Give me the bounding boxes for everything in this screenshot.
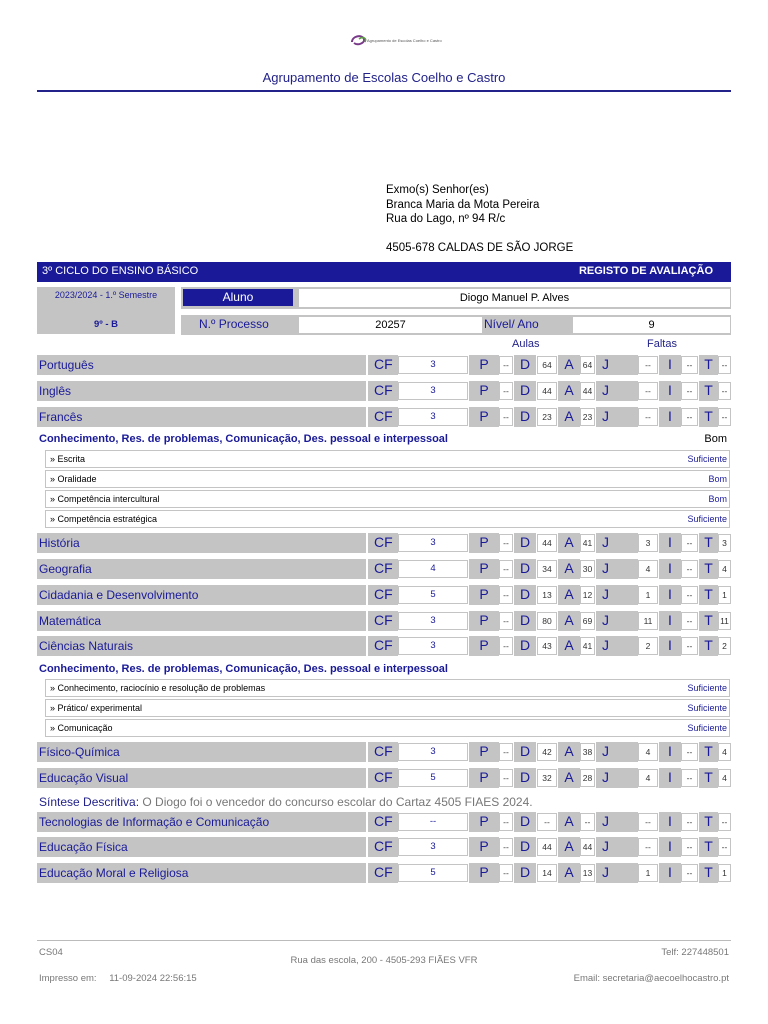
a-label: A — [558, 533, 580, 553]
cf-label: CF — [368, 742, 398, 762]
d-value: 13 — [537, 586, 557, 604]
subject-row — [37, 355, 731, 375]
competencia-label: » Competência intercultural — [50, 494, 160, 504]
i-value: -- — [681, 743, 698, 761]
footer-address: Rua das escola, 200 - 4505-293 FIÃES VFR — [290, 955, 478, 966]
cf-value: 5 — [398, 586, 468, 604]
subject-name: Tecnologias de Informação e Comunicação — [37, 812, 366, 832]
cycle-bar — [37, 262, 731, 282]
subject-name: Inglês — [37, 381, 366, 401]
subject-row — [37, 742, 731, 762]
a-label: A — [558, 863, 580, 883]
subject-name: Cidadania e Desenvolvimento — [37, 585, 366, 605]
p-value: -- — [499, 769, 513, 787]
a-value: 41 — [580, 637, 595, 655]
p-value: -- — [499, 838, 513, 856]
d-label: D — [514, 837, 536, 857]
t-value: -- — [718, 838, 731, 856]
printed-label: Impresso em: — [39, 973, 97, 984]
period-box — [37, 287, 175, 334]
cf-label: CF — [368, 636, 398, 656]
j-label: J — [596, 611, 638, 631]
competencia-item — [45, 450, 730, 468]
processo-number: 20257 — [298, 316, 483, 334]
i-value: -- — [681, 637, 698, 655]
i-value: -- — [681, 769, 698, 787]
j-label: J — [596, 768, 638, 788]
subject-name: Educação Visual — [37, 768, 366, 788]
competencia-item — [45, 510, 730, 528]
subject-name: Físico-Química — [37, 742, 366, 762]
page-title: Agrupamento de Escolas Coelho e Castro — [262, 70, 506, 85]
footer-divider — [37, 940, 731, 941]
d-label: D — [514, 533, 536, 553]
competencia-item — [45, 699, 730, 717]
competencia-grade: Bom — [708, 494, 727, 504]
p-label: P — [469, 611, 499, 631]
j-label: J — [596, 381, 638, 401]
t-value: 4 — [718, 560, 731, 578]
d-value: 23 — [537, 408, 557, 426]
j-value: 4 — [638, 560, 658, 578]
salutation: Exmo(s) Senhor(es) — [386, 184, 489, 196]
j-value: 1 — [638, 864, 658, 882]
footer-phone: Telf: 227448501 — [661, 947, 729, 958]
t-label: T — [699, 559, 718, 579]
d-value: 32 — [537, 769, 557, 787]
p-label: P — [469, 636, 499, 656]
subject-name: Educação Física — [37, 837, 366, 857]
period: 2023/2024 - 1.º Semestre — [54, 290, 158, 300]
d-value: 64 — [537, 356, 557, 374]
p-value: -- — [499, 382, 513, 400]
j-value: 1 — [638, 586, 658, 604]
a-value: 44 — [580, 382, 595, 400]
i-label: I — [659, 355, 681, 375]
d-label: D — [514, 355, 536, 375]
j-value: 11 — [638, 612, 658, 630]
i-value: -- — [681, 586, 698, 604]
d-value: 44 — [537, 838, 557, 856]
printed-date: 11-09-2024 22:56:15 — [109, 973, 197, 984]
t-value: 11 — [718, 612, 731, 630]
p-value: -- — [499, 356, 513, 374]
a-label: A — [558, 381, 580, 401]
competencia-grade: Suficiente — [687, 723, 727, 733]
d-value: 80 — [537, 612, 557, 630]
d-label: D — [514, 585, 536, 605]
d-value: 44 — [537, 382, 557, 400]
j-label: J — [596, 742, 638, 762]
cf-value: 3 — [398, 356, 468, 374]
i-label: I — [659, 559, 681, 579]
p-label: P — [469, 837, 499, 857]
j-label: J — [596, 585, 638, 605]
d-label: D — [514, 636, 536, 656]
a-value: 41 — [580, 534, 595, 552]
subject-row — [37, 559, 731, 579]
i-label: I — [659, 407, 681, 427]
i-label: I — [659, 636, 681, 656]
subject-row — [37, 812, 731, 832]
a-label: A — [558, 585, 580, 605]
competencia-grade: Bom — [708, 474, 727, 484]
d-label: D — [514, 863, 536, 883]
competencia-label: » Conhecimento, raciocínio e resolução de problemas — [50, 683, 266, 693]
i-label: I — [659, 381, 681, 401]
d-value: 34 — [537, 560, 557, 578]
i-value: -- — [681, 813, 698, 831]
d-label: D — [514, 742, 536, 762]
t-label: T — [699, 863, 718, 883]
j-label: J — [596, 407, 638, 427]
i-value: -- — [681, 382, 698, 400]
a-label: A — [558, 768, 580, 788]
d-label: D — [514, 381, 536, 401]
sintese-descritiva — [39, 795, 533, 809]
i-label: I — [659, 812, 681, 832]
t-label: T — [699, 636, 718, 656]
competencia-item — [45, 490, 730, 508]
aluno-name: Diogo Manuel P. Alves — [298, 288, 731, 308]
cf-value: 3 — [398, 534, 468, 552]
competencia-item — [45, 470, 730, 488]
d-label: D — [514, 768, 536, 788]
cf-label: CF — [368, 812, 398, 832]
class: 9º - B — [93, 319, 119, 330]
t-value: 3 — [718, 534, 731, 552]
cf-label: CF — [368, 355, 398, 375]
subject-name: Educação Moral e Religiosa — [37, 863, 366, 883]
a-value: -- — [580, 813, 595, 831]
t-value: 1 — [718, 864, 731, 882]
d-value: 14 — [537, 864, 557, 882]
j-value: -- — [638, 838, 658, 856]
cf-label: CF — [368, 863, 398, 883]
t-label: T — [699, 407, 718, 427]
j-label: J — [596, 837, 638, 857]
cf-value: 5 — [398, 769, 468, 787]
i-value: -- — [681, 560, 698, 578]
cf-label: CF — [368, 559, 398, 579]
i-value: -- — [681, 612, 698, 630]
a-value: 12 — [580, 586, 595, 604]
j-value: -- — [638, 356, 658, 374]
cf-value: 3 — [398, 838, 468, 856]
t-value: 2 — [718, 637, 731, 655]
cf-label: CF — [368, 533, 398, 553]
i-value: -- — [681, 534, 698, 552]
recipient-name: Branca Maria da Mota Pereira — [386, 198, 540, 211]
a-value: 44 — [580, 838, 595, 856]
p-label: P — [469, 381, 499, 401]
aluno-label: Aluno — [183, 289, 293, 306]
j-value: -- — [638, 408, 658, 426]
subject-name: Ciências Naturais — [37, 636, 366, 656]
competencia-label: » Escrita — [50, 454, 86, 464]
cf-label: CF — [368, 407, 398, 427]
cf-label: CF — [368, 381, 398, 401]
p-label: P — [469, 559, 499, 579]
p-label: P — [469, 742, 499, 762]
a-value: 28 — [580, 769, 595, 787]
i-value: -- — [681, 408, 698, 426]
i-value: -- — [681, 356, 698, 374]
i-label: I — [659, 863, 681, 883]
p-label: P — [469, 812, 499, 832]
subject-name: História — [37, 533, 366, 553]
j-value: 4 — [638, 743, 658, 761]
d-value: 43 — [537, 637, 557, 655]
cf-label: CF — [368, 611, 398, 631]
t-value: -- — [718, 408, 731, 426]
cf-value: 3 — [398, 637, 468, 655]
j-label: J — [596, 559, 638, 579]
p-value: -- — [499, 534, 513, 552]
j-label: J — [596, 812, 638, 832]
subject-row — [37, 768, 731, 788]
a-label: A — [558, 355, 580, 375]
a-label: A — [558, 837, 580, 857]
subject-row — [37, 407, 731, 427]
j-value: 2 — [638, 637, 658, 655]
j-label: J — [596, 863, 638, 883]
a-value: 64 — [580, 356, 595, 374]
i-label: I — [659, 768, 681, 788]
d-label: D — [514, 407, 536, 427]
cf-value: 4 — [398, 560, 468, 578]
d-label: D — [514, 559, 536, 579]
competencia-label: » Oralidade — [50, 474, 97, 484]
t-label: T — [699, 381, 718, 401]
subject-row — [37, 636, 731, 656]
t-label: T — [699, 837, 718, 857]
cf-value: 3 — [398, 408, 468, 426]
p-value: -- — [499, 612, 513, 630]
j-value: -- — [638, 813, 658, 831]
document-type: REGISTO DE AVALIAÇÃO — [578, 265, 713, 277]
cf-label: CF — [368, 768, 398, 788]
i-value: -- — [681, 864, 698, 882]
d-label: D — [514, 611, 536, 631]
subject-name: Geografia — [37, 559, 366, 579]
i-value: -- — [681, 838, 698, 856]
p-value: -- — [499, 864, 513, 882]
t-label: T — [699, 611, 718, 631]
competencia-label: » Prático/ experimental — [50, 703, 143, 713]
j-value: 3 — [638, 534, 658, 552]
p-value: -- — [499, 560, 513, 578]
a-value: 69 — [580, 612, 595, 630]
d-label: D — [514, 812, 536, 832]
cf-value: 3 — [398, 743, 468, 761]
subject-row — [37, 611, 731, 631]
a-value: 38 — [580, 743, 595, 761]
competencia-grade: Suficiente — [687, 683, 727, 693]
nivel-value: 9 — [572, 316, 731, 334]
a-value: 23 — [580, 408, 595, 426]
competencias-header-1 — [39, 433, 729, 445]
i-label: I — [659, 585, 681, 605]
a-label: A — [558, 559, 580, 579]
cycle-label: 3º CICLO DO ENSINO BÁSICO — [42, 265, 199, 277]
logo-text: Agrupamento de Escolas Coelho e Castro — [367, 38, 442, 43]
i-label: I — [659, 611, 681, 631]
footer-email: Email: secretaria@aecoelhocastro.pt — [573, 973, 729, 984]
i-label: I — [659, 742, 681, 762]
processo-label: N.º Processo — [199, 317, 269, 331]
processo-row — [181, 315, 731, 335]
j-label: J — [596, 533, 638, 553]
a-label: A — [558, 636, 580, 656]
cf-value: -- — [398, 813, 468, 831]
p-value: -- — [499, 586, 513, 604]
competencia-grade: Suficiente — [687, 454, 727, 464]
subject-row — [37, 585, 731, 605]
subject-name: Matemática — [37, 611, 366, 631]
p-value: -- — [499, 408, 513, 426]
recipient-street: Rua do Lago, nº 94 R/c — [386, 213, 506, 225]
j-label: J — [596, 355, 638, 375]
subject-row — [37, 381, 731, 401]
a-value: 13 — [580, 864, 595, 882]
d-value: -- — [537, 813, 557, 831]
competencia-grade: Suficiente — [687, 703, 727, 713]
a-label: A — [558, 812, 580, 832]
cf-value: 3 — [398, 612, 468, 630]
p-label: P — [469, 863, 499, 883]
recipient-postal: 4505-678 CALDAS DE SÃO JORGE — [386, 241, 574, 254]
competencia-label: » Comunicação — [50, 723, 113, 733]
t-label: T — [699, 585, 718, 605]
j-label: J — [596, 636, 638, 656]
cf-value: 3 — [398, 382, 468, 400]
t-label: T — [699, 812, 718, 832]
i-label: I — [659, 837, 681, 857]
p-label: P — [469, 533, 499, 553]
t-value: 4 — [718, 769, 731, 787]
subject-name: Francês — [37, 407, 366, 427]
subject-row — [37, 533, 731, 553]
p-value: -- — [499, 813, 513, 831]
cf-value: 5 — [398, 864, 468, 882]
a-label: A — [558, 742, 580, 762]
d-value: 42 — [537, 743, 557, 761]
header-divider — [37, 90, 731, 92]
competencias-header-2 — [39, 663, 729, 675]
p-label: P — [469, 407, 499, 427]
subject-name: Português — [37, 355, 366, 375]
competencia-label: » Competência estratégica — [50, 514, 158, 524]
t-value: -- — [718, 813, 731, 831]
a-value: 30 — [580, 560, 595, 578]
aluno-row — [181, 287, 731, 309]
footer-printed — [39, 973, 197, 984]
nivel-label: Nível/ Ano — [484, 317, 539, 331]
i-label: I — [659, 533, 681, 553]
t-label: T — [699, 355, 718, 375]
school-logo — [350, 32, 442, 52]
t-value: -- — [718, 382, 731, 400]
competencia-item — [45, 679, 730, 697]
t-value: 4 — [718, 743, 731, 761]
logo-swirl-icon — [350, 34, 368, 48]
d-value: 44 — [537, 534, 557, 552]
a-label: A — [558, 407, 580, 427]
a-label: A — [558, 611, 580, 631]
t-label: T — [699, 533, 718, 553]
competencias-title: Conhecimento, Res. de problemas, Comunicação, Des. pessoal e interpessoal — [39, 663, 448, 675]
competencia-grade: Suficiente — [687, 514, 727, 524]
subject-row — [37, 863, 731, 883]
p-label: P — [469, 585, 499, 605]
t-label: T — [699, 768, 718, 788]
sintese-text: O Diogo foi o vencedor do concurso escolar do Cartaz 4505 FIAES 2024. — [142, 795, 533, 809]
p-label: P — [469, 768, 499, 788]
t-value: 1 — [718, 586, 731, 604]
footer-code: CS04 — [39, 947, 63, 958]
p-value: -- — [499, 743, 513, 761]
t-label: T — [699, 742, 718, 762]
faltas-header: Faltas — [647, 338, 677, 350]
recipient-address — [386, 183, 573, 255]
p-value: -- — [499, 637, 513, 655]
t-value: -- — [718, 356, 731, 374]
j-value: 4 — [638, 769, 658, 787]
subject-row — [37, 837, 731, 857]
competencias-title: Conhecimento, Res. de problemas, Comunicação, Des. pessoal e interpessoal — [39, 433, 448, 445]
sintese-label: Síntese Descritiva: — [39, 795, 140, 809]
competencia-item — [45, 719, 730, 737]
cf-label: CF — [368, 585, 398, 605]
cf-label: CF — [368, 837, 398, 857]
j-value: -- — [638, 382, 658, 400]
p-label: P — [469, 355, 499, 375]
aulas-header: Aulas — [512, 338, 540, 350]
competencias-grade: Bom — [704, 433, 727, 445]
